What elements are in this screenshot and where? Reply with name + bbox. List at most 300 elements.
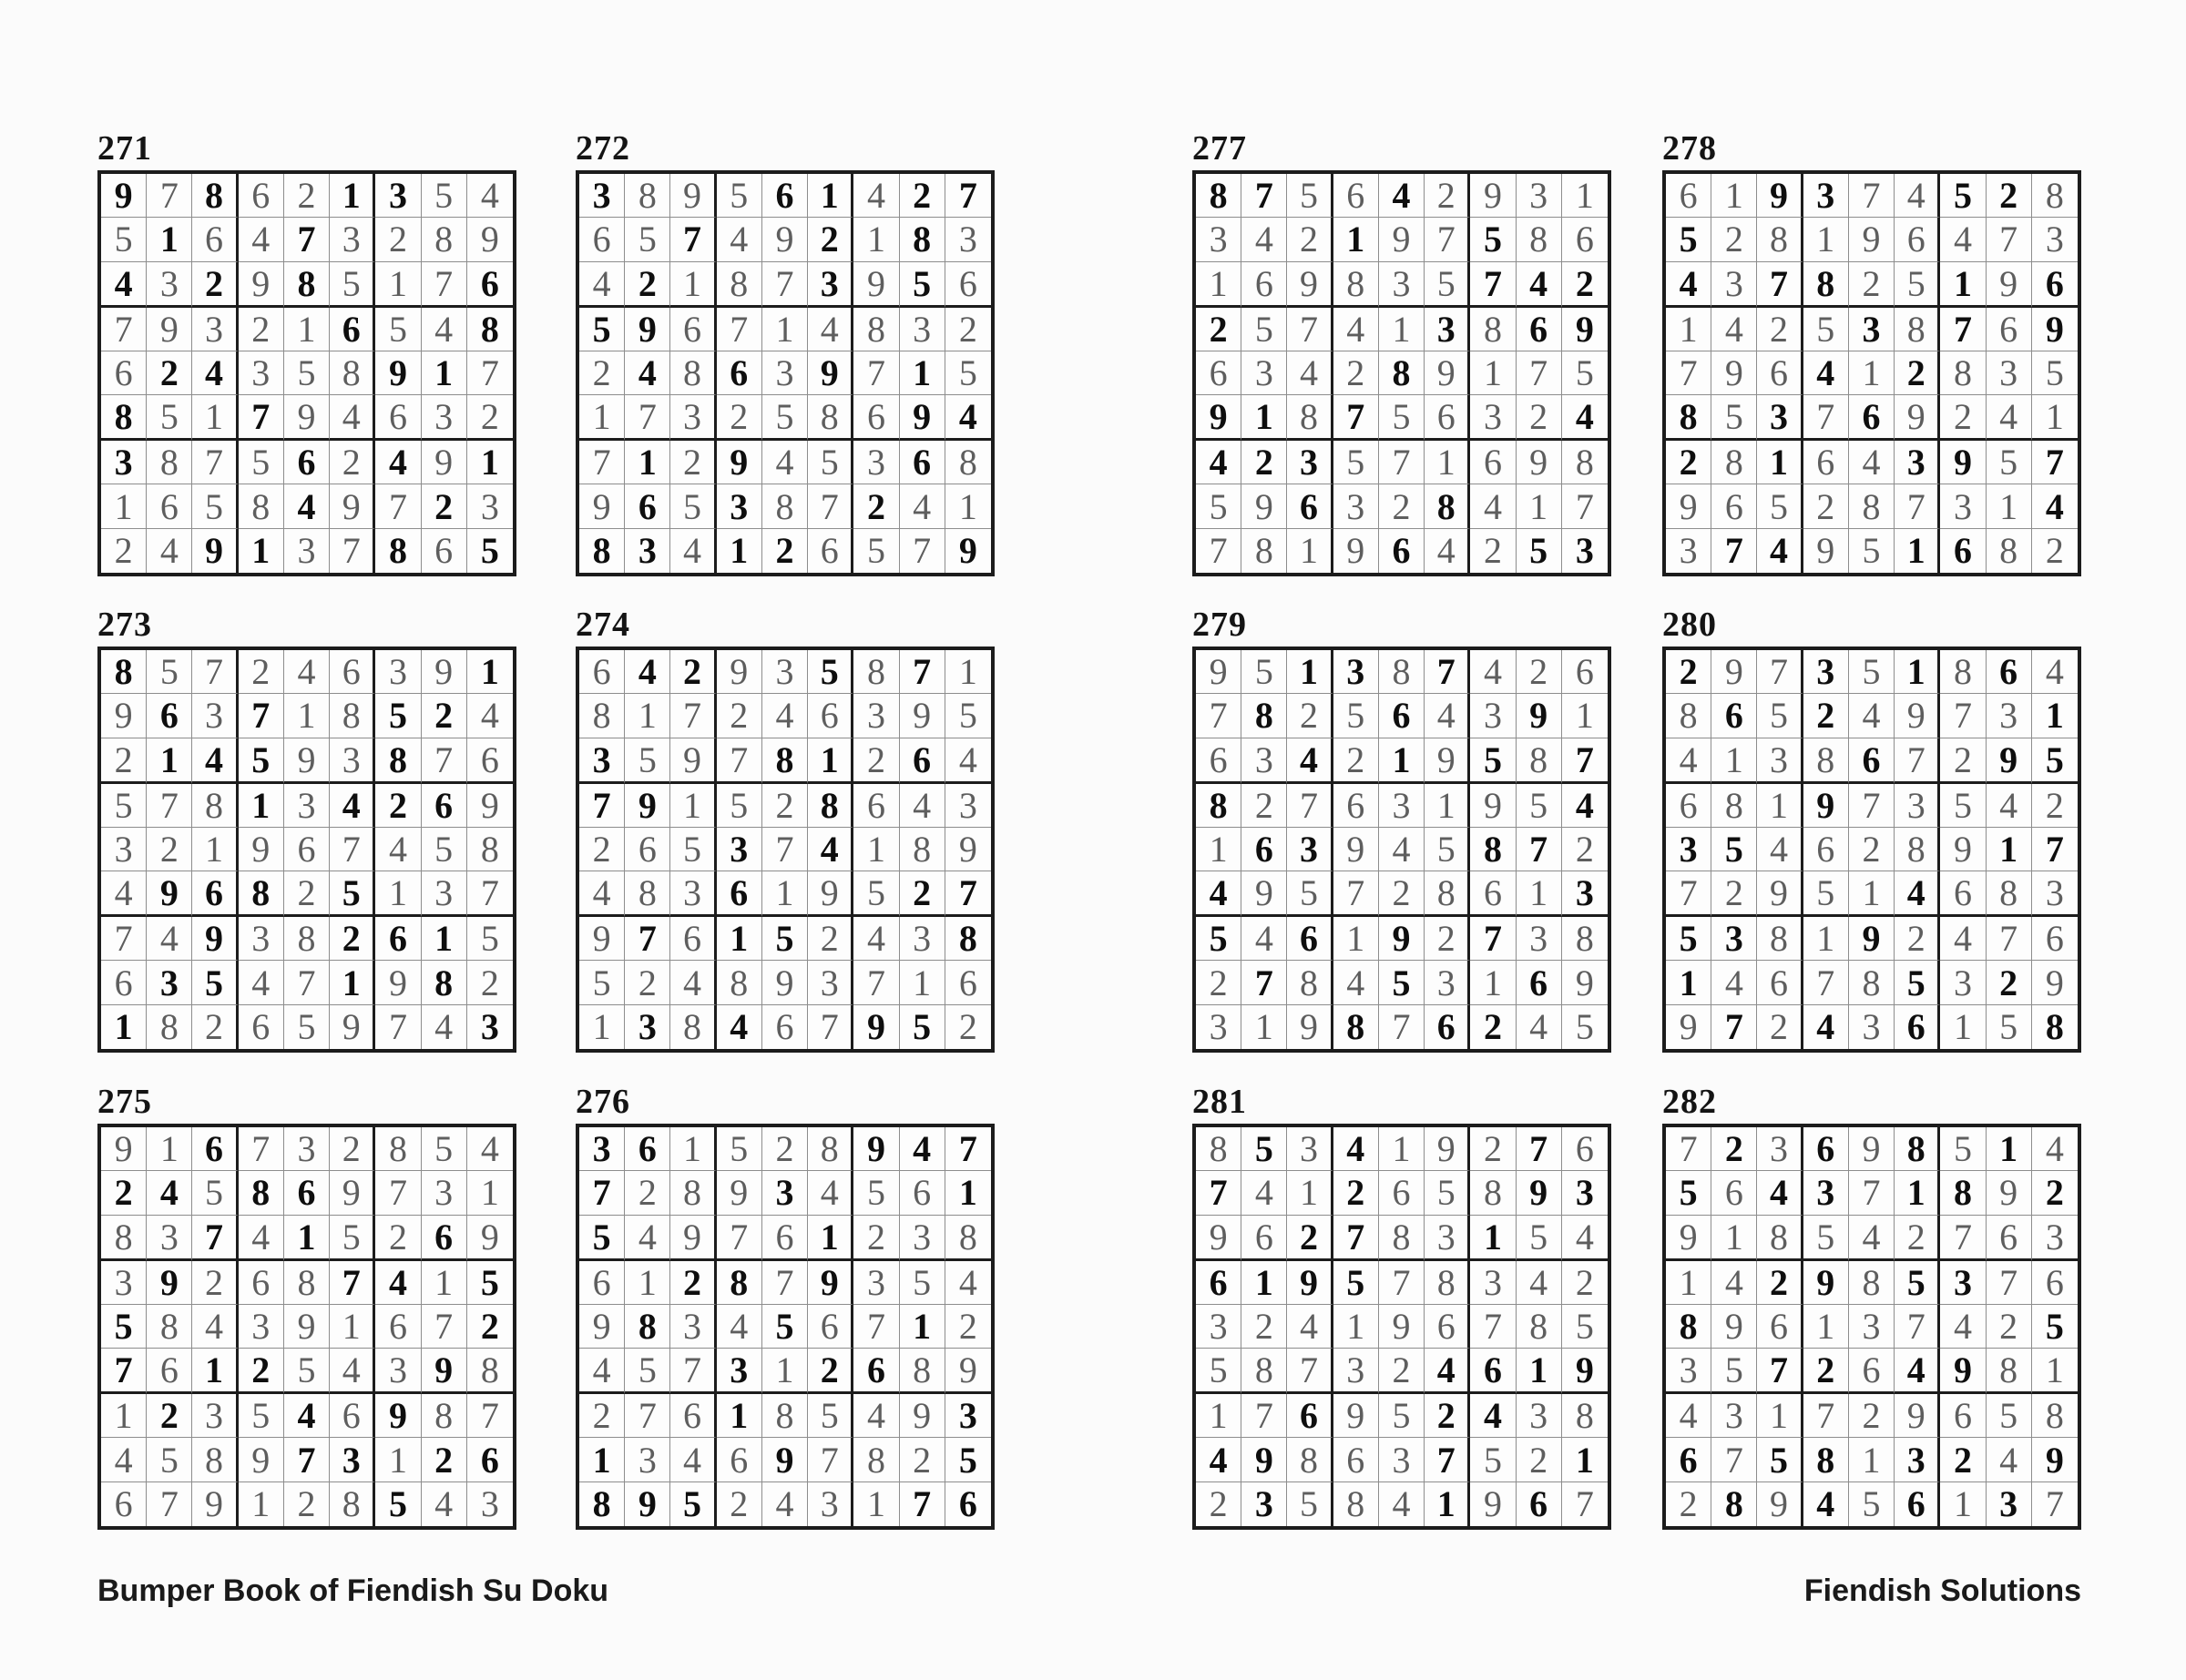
sudoku-grid (576, 647, 995, 1053)
sudoku-cell: 6 (467, 262, 513, 308)
sudoku-cell: 5 (101, 1305, 147, 1349)
sudoku-cell: 3 (1895, 441, 1940, 484)
sudoku-cell: 2 (1562, 262, 1608, 308)
sudoku-cell: 2 (1666, 650, 1711, 694)
sudoku-cell: 5 (717, 1127, 762, 1171)
sudoku-cell: 5 (1287, 1482, 1333, 1526)
sudoku-cell: 6 (1241, 1216, 1287, 1261)
sudoku-cell: 9 (147, 1261, 192, 1305)
sudoku-cell: 1 (1849, 871, 1895, 917)
sudoku-cell: 7 (1517, 828, 1562, 871)
page-footer (97, 1573, 2081, 1609)
sudoku-cell: 9 (670, 738, 716, 784)
sudoku-cell: 5 (1803, 871, 1849, 917)
sudoku-cell: 2 (192, 1005, 238, 1049)
sudoku-cell: 2 (625, 961, 670, 1004)
sudoku-cell: 3 (284, 529, 330, 573)
sudoku-cell: 8 (1241, 694, 1287, 738)
sudoku-cell: 1 (467, 1171, 513, 1215)
sudoku-cell: 5 (717, 174, 762, 218)
sudoku-cell: 3 (900, 1216, 945, 1261)
sudoku-cell: 7 (192, 650, 238, 694)
sudoku-cell: 2 (579, 351, 625, 395)
sudoku-cell: 5 (717, 784, 762, 828)
sudoku-cell: 3 (670, 1305, 716, 1349)
sudoku-cell: 5 (625, 1349, 670, 1394)
sudoku-cell: 1 (945, 650, 991, 694)
sudoku-cell: 6 (101, 961, 147, 1004)
sudoku-cell: 9 (625, 308, 670, 351)
sudoku-cell: 9 (1241, 484, 1287, 528)
sudoku-cell: 8 (1803, 738, 1849, 784)
sudoku-cell: 8 (1196, 784, 1241, 828)
sudoku-cell: 1 (1562, 174, 1608, 218)
sudoku-cell: 5 (579, 1216, 625, 1261)
sudoku-cell: 8 (330, 351, 375, 395)
sudoku-cell: 4 (762, 694, 808, 738)
sudoku-cell: 8 (192, 1438, 238, 1481)
sudoku-cell: 7 (853, 351, 899, 395)
sudoku-cell: 9 (1517, 694, 1562, 738)
sudoku-cell: 6 (101, 351, 147, 395)
sudoku-cell: 3 (1757, 395, 1803, 441)
sudoku-cell: 6 (284, 828, 330, 871)
sudoku-block-281 (1192, 1085, 1611, 1530)
sudoku-cell: 3 (1666, 1349, 1711, 1394)
sudoku-cell: 7 (101, 1349, 147, 1394)
sudoku-cell: 2 (330, 441, 375, 484)
sudoku-cell: 7 (579, 784, 625, 828)
sudoku-cell: 8 (1987, 871, 2032, 917)
sudoku-cell: 2 (762, 1127, 808, 1171)
section-title: Fiendish Solutions (1803, 1573, 2081, 1608)
sudoku-cell: 3 (1940, 961, 1986, 1004)
sudoku-cell: 9 (330, 1171, 375, 1215)
sudoku-cell: 7 (1517, 1127, 1562, 1171)
sudoku-cell: 5 (808, 650, 853, 694)
sudoku-cell: 9 (375, 351, 421, 395)
sudoku-cell: 8 (1711, 784, 1757, 828)
sudoku-cell: 4 (579, 262, 625, 308)
sudoku-cell: 4 (1333, 308, 1379, 351)
sudoku-cell: 6 (1517, 1482, 1562, 1526)
sudoku-cell: 3 (192, 694, 238, 738)
sudoku-cell: 5 (480, 530, 499, 572)
sudoku-cell: 5 (808, 1394, 853, 1438)
sudoku-grid (97, 1124, 516, 1530)
sudoku-cell: 6 (1470, 441, 1516, 484)
sudoku-cell: 1 (1517, 871, 1562, 917)
sudoku-cell: 3 (1470, 1261, 1516, 1305)
sudoku-cell: 2 (1803, 1349, 1849, 1394)
sudoku-cell: 6 (945, 262, 991, 308)
sudoku-cell: 9 (1425, 351, 1470, 395)
sudoku-cell: 4 (1757, 1171, 1803, 1215)
sudoku-cell: 9 (670, 1216, 716, 1261)
sudoku-cell: 1 (1379, 308, 1425, 351)
sudoku-cell: 6 (1562, 218, 1608, 261)
sudoku-cell: 6 (1517, 961, 1562, 1004)
sudoku-cell: 4 (422, 1482, 467, 1526)
sudoku-cell: 7 (1711, 529, 1757, 573)
sudoku-cell: 9 (1333, 529, 1379, 573)
sudoku-cell: 5 (1333, 441, 1379, 484)
sudoku-cell: 6 (1757, 1305, 1803, 1349)
sudoku-cell: 9 (375, 961, 421, 1004)
sudoku-cell: 5 (422, 1127, 467, 1171)
sudoku-cell: 1 (1849, 351, 1895, 395)
sudoku-cell: 6 (670, 1394, 716, 1438)
sudoku-cell: 5 (375, 308, 421, 351)
sudoku-cell: 8 (1987, 529, 2032, 573)
sudoku-cell: 2 (1711, 1127, 1757, 1171)
sudoku-cell: 9 (1379, 917, 1425, 961)
sudoku-cell: 2 (239, 308, 284, 351)
sudoku-cell: 7 (579, 441, 625, 484)
sudoku-cell: 4 (1517, 1261, 1562, 1305)
sudoku-cell: 3 (422, 1171, 467, 1215)
sudoku-cell: 7 (945, 174, 991, 218)
sudoku-cell: 6 (1803, 1127, 1849, 1171)
sudoku-cell: 1 (1849, 1438, 1895, 1481)
sudoku-cell: 1 (284, 694, 330, 738)
sudoku-cell: 2 (2032, 1171, 2078, 1215)
sudoku-cell: 2 (1517, 1438, 1562, 1481)
sudoku-cell: 3 (1562, 1171, 1608, 1215)
sudoku-cell: 7 (192, 441, 238, 484)
sudoku-block-277 (1192, 129, 1611, 576)
sudoku-cell: 4 (1241, 917, 1287, 961)
sudoku-cell: 1 (853, 828, 899, 871)
sudoku-cell: 4 (1196, 871, 1241, 917)
sudoku-cell: 4 (284, 484, 330, 528)
sudoku-cell: 8 (101, 1216, 147, 1261)
sudoku-cell: 7 (945, 1127, 991, 1171)
sudoku-cell: 6 (1940, 871, 1986, 917)
sudoku-cell: 2 (1470, 1127, 1516, 1171)
sudoku-cell: 5 (1849, 529, 1895, 573)
sudoku-cell: 1 (670, 1127, 716, 1171)
sudoku-cell: 3 (1379, 262, 1425, 308)
sudoku-cell: 1 (579, 395, 625, 441)
sudoku-cell: 3 (330, 1438, 375, 1481)
sudoku-cell: 3 (1711, 917, 1757, 961)
sudoku-cell: 9 (900, 1394, 945, 1438)
sudoku-cell: 6 (1562, 1127, 1608, 1171)
sudoku-cell: 6 (147, 1349, 192, 1394)
sudoku-cell: 6 (1241, 262, 1287, 308)
sudoku-cell: 8 (945, 441, 991, 484)
sudoku-cell: 7 (853, 961, 899, 1004)
sudoku-cell: 8 (1517, 1305, 1562, 1349)
sudoku-cell: 8 (192, 784, 238, 828)
sudoku-cell: 1 (2032, 395, 2078, 441)
sudoku-cell: 8 (1425, 1261, 1470, 1305)
sudoku-cell: 3 (1379, 784, 1425, 828)
sudoku-cell: 4 (284, 650, 330, 694)
sudoku-cell: 8 (147, 1305, 192, 1349)
sudoku-cell: 7 (284, 961, 330, 1004)
sudoku-cell: 4 (1987, 1438, 2032, 1481)
sudoku-cell: 2 (579, 828, 625, 871)
sudoku-cell: 6 (1562, 650, 1608, 694)
puzzle-number: 274 (576, 606, 630, 644)
sudoku-cell: 9 (900, 395, 945, 441)
sudoku-cell: 9 (422, 1349, 467, 1394)
sudoku-cell: 4 (467, 694, 513, 738)
sudoku-cell: 5 (1287, 871, 1333, 917)
sudoku-cell: 3 (1333, 650, 1379, 694)
sudoku-cell: 3 (853, 441, 899, 484)
sudoku-grid (1192, 647, 1611, 1053)
sudoku-cell: 4 (945, 1261, 991, 1305)
sudoku-cell: 8 (422, 218, 467, 261)
sudoku-cell: 8 (670, 1005, 716, 1049)
sudoku-cell: 4 (1196, 441, 1241, 484)
sudoku-cell: 7 (375, 1171, 421, 1215)
sudoku-cell: 9 (1849, 917, 1895, 961)
sudoku-cell: 4 (900, 484, 945, 528)
sudoku-cell: 4 (375, 1261, 421, 1305)
sudoku-cell: 5 (1711, 1349, 1757, 1394)
sudoku-cell: 8 (625, 174, 670, 218)
sudoku-cell: 9 (1196, 1216, 1241, 1261)
sudoku-cell: 4 (147, 529, 192, 573)
sudoku-cell: 9 (1940, 1349, 1986, 1394)
sudoku-cell: 5 (147, 650, 192, 694)
sudoku-cell: 4 (1196, 1438, 1241, 1481)
sudoku-cell: 9 (717, 441, 762, 484)
sudoku-cell: 9 (192, 917, 238, 961)
sudoku-cell: 7 (1849, 1171, 1895, 1215)
sudoku-cell: 4 (2032, 484, 2078, 528)
sudoku-cell: 7 (1333, 1216, 1379, 1261)
sudoku-cell: 9 (1987, 1171, 2032, 1215)
sudoku-cell: 6 (717, 871, 762, 917)
sudoku-cell: 6 (1666, 174, 1711, 218)
sudoku-cell: 4 (1849, 694, 1895, 738)
sudoku-cell: 3 (1575, 530, 1594, 572)
sudoku-cell: 4 (1711, 1261, 1757, 1305)
sudoku-cell: 1 (1425, 441, 1470, 484)
sudoku-cell: 6 (1241, 828, 1287, 871)
sudoku-cell: 8 (1940, 650, 1986, 694)
sudoku-cell: 4 (579, 871, 625, 917)
sudoku-cell: 9 (1562, 308, 1608, 351)
sudoku-cell: 1 (762, 308, 808, 351)
sudoku-cell: 6 (1333, 1438, 1379, 1481)
sudoku-cell: 6 (1425, 395, 1470, 441)
sudoku-cell: 2 (853, 484, 899, 528)
sudoku-cell: 8 (422, 961, 467, 1004)
sudoku-cell: 4 (1757, 828, 1803, 871)
sudoku-cell: 1 (900, 1305, 945, 1349)
sudoku-cell: 2 (1287, 1216, 1333, 1261)
sudoku-cell: 3 (101, 828, 147, 871)
sudoku-cell: 5 (579, 308, 625, 351)
sudoku-cell: 5 (239, 441, 284, 484)
sudoku-cell: 9 (1940, 441, 1986, 484)
sudoku-cell: 5 (239, 1394, 284, 1438)
sudoku-cell: 2 (1196, 308, 1241, 351)
sudoku-cell: 8 (101, 395, 147, 441)
sudoku-cell: 9 (1425, 1127, 1470, 1171)
sudoku-cell: 1 (1287, 1171, 1333, 1215)
sudoku-cell: 7 (1711, 1438, 1757, 1481)
sudoku-cell: 4 (1517, 262, 1562, 308)
sudoku-cell: 5 (1287, 174, 1333, 218)
sudoku-cell: 8 (1333, 1482, 1379, 1526)
sudoku-cell: 8 (853, 650, 899, 694)
sudoku-cell: 8 (670, 1171, 716, 1215)
sudoku-cell: 1 (284, 1216, 330, 1261)
sudoku-cell: 3 (1757, 738, 1803, 784)
sudoku-cell: 9 (1666, 1216, 1711, 1261)
sudoku-cell: 7 (1987, 218, 2032, 261)
sudoku-cell: 7 (1987, 917, 2032, 961)
sudoku-cell: 4 (1287, 1305, 1333, 1349)
sudoku-cell: 2 (1666, 1482, 1711, 1526)
sudoku-cell: 8 (1517, 218, 1562, 261)
sudoku-cell: 6 (670, 917, 716, 961)
sudoku-cell: 2 (1987, 1305, 2032, 1349)
sudoku-cell: 9 (422, 441, 467, 484)
sudoku-cell: 6 (762, 174, 808, 218)
sudoku-cell: 2 (670, 650, 716, 694)
sudoku-cell: 2 (147, 828, 192, 871)
sudoku-cell: 1 (467, 650, 513, 694)
sudoku-cell: 8 (1287, 395, 1333, 441)
sudoku-cell: 7 (1987, 1261, 2032, 1305)
sudoku-cell: 7 (192, 1216, 238, 1261)
sudoku-cell: 2 (192, 1261, 238, 1305)
sudoku-cell: 5 (1333, 1261, 1379, 1305)
sudoku-cell: 1 (192, 1349, 238, 1394)
sudoku-cell: 4 (1940, 218, 1986, 261)
sudoku-cell: 5 (625, 738, 670, 784)
sudoku-cell: 7 (945, 871, 991, 917)
sudoku-cell: 4 (1895, 871, 1940, 917)
sudoku-cell: 7 (1425, 650, 1470, 694)
sudoku-cell: 5 (1895, 1261, 1940, 1305)
sudoku-cell: 5 (101, 218, 147, 261)
sudoku-cell: 9 (1803, 529, 1849, 573)
sudoku-cell: 3 (1987, 694, 2032, 738)
sudoku-cell: 4 (1379, 174, 1425, 218)
sudoku-cell: 2 (467, 395, 513, 441)
sudoku-cell: 8 (192, 174, 238, 218)
sudoku-cell: 3 (1803, 1171, 1849, 1215)
sudoku-cell: 4 (945, 738, 991, 784)
sudoku-cell: 1 (1333, 1305, 1379, 1349)
sudoku-cell: 6 (958, 1483, 977, 1525)
sudoku-cell: 2 (147, 351, 192, 395)
sudoku-cell: 3 (625, 529, 670, 573)
sudoku-cell: 9 (808, 871, 853, 917)
sudoku-cell: 8 (1333, 262, 1379, 308)
sudoku-cell: 1 (717, 917, 762, 961)
sudoku-block-275 (97, 1085, 516, 1530)
sudoku-cell: 6 (101, 1482, 147, 1526)
sudoku-cell: 7 (1803, 961, 1849, 1004)
sudoku-cell: 7 (625, 395, 670, 441)
sudoku-cell: 7 (1196, 1171, 1241, 1215)
sudoku-cell: 7 (147, 1482, 192, 1526)
sudoku-cell: 2 (1849, 828, 1895, 871)
sudoku-cell: 5 (853, 871, 899, 917)
sudoku-cell: 1 (101, 1394, 147, 1438)
sudoku-cell: 6 (717, 351, 762, 395)
sudoku-cell: 8 (670, 351, 716, 395)
sudoku-cell: 6 (1803, 441, 1849, 484)
sudoku-cell: 6 (2032, 917, 2078, 961)
sudoku-cell: 9 (1711, 351, 1757, 395)
sudoku-cell: 5 (1196, 1349, 1241, 1394)
sudoku-cell: 7 (762, 262, 808, 308)
sudoku-cell: 3 (192, 1394, 238, 1438)
sudoku-cell: 2 (422, 694, 467, 738)
sudoku-cell: 9 (1987, 262, 2032, 308)
sudoku-cell: 1 (762, 871, 808, 917)
sudoku-cell: 1 (375, 871, 421, 917)
sudoku-cell: 6 (1379, 1171, 1425, 1215)
sudoku-cell: 2 (330, 1127, 375, 1171)
sudoku-cell: 8 (239, 871, 284, 917)
sudoku-cell: 8 (717, 1261, 762, 1305)
sudoku-cell: 1 (1470, 1216, 1516, 1261)
sudoku-cell: 7 (1940, 1216, 1986, 1261)
sudoku-cell: 6 (1666, 784, 1711, 828)
sudoku-cell: 2 (422, 484, 467, 528)
sudoku-cell: 7 (1666, 1127, 1711, 1171)
sudoku-cell: 5 (1940, 1127, 1986, 1171)
sudoku-cell: 9 (192, 1482, 238, 1526)
sudoku-cell: 9 (1470, 174, 1516, 218)
sudoku-cell: 9 (1333, 828, 1379, 871)
sudoku-cell: 6 (1711, 1171, 1757, 1215)
sudoku-cell: 8 (853, 1438, 899, 1481)
sudoku-cell: 8 (853, 308, 899, 351)
sudoku-grid (97, 647, 516, 1053)
sudoku-cell: 3 (1757, 1127, 1803, 1171)
sudoku-cell: 5 (1379, 961, 1425, 1004)
sudoku-cell: 7 (1470, 262, 1516, 308)
sudoku-cell: 4 (1711, 961, 1757, 1004)
sudoku-cell: 7 (2032, 828, 2078, 871)
sudoku-cell: 3 (147, 1216, 192, 1261)
sudoku-cell: 3 (1333, 1349, 1379, 1394)
sudoku-cell: 2 (1666, 441, 1711, 484)
sudoku-cell: 4 (239, 218, 284, 261)
sudoku-cell: 3 (1287, 828, 1333, 871)
sudoku-cell: 4 (808, 308, 853, 351)
sudoku-cell: 4 (1666, 262, 1711, 308)
sudoku-cell: 5 (1425, 828, 1470, 871)
sudoku-cell: 7 (1517, 351, 1562, 395)
sudoku-cell: 4 (1333, 1127, 1379, 1171)
sudoku-cell: 1 (2032, 694, 2078, 738)
sudoku-cell: 1 (1379, 1127, 1425, 1171)
sudoku-cell: 5 (147, 395, 192, 441)
sudoku-cell: 7 (1333, 871, 1379, 917)
sudoku-cell: 6 (853, 784, 899, 828)
sudoku-cell: 1 (1196, 1394, 1241, 1438)
sudoku-cell: 8 (1895, 308, 1940, 351)
sudoku-cell: 7 (1940, 694, 1986, 738)
sudoku-cell: 3 (1196, 1305, 1241, 1349)
sudoku-cell: 7 (422, 262, 467, 308)
sudoku-cell: 2 (579, 1394, 625, 1438)
